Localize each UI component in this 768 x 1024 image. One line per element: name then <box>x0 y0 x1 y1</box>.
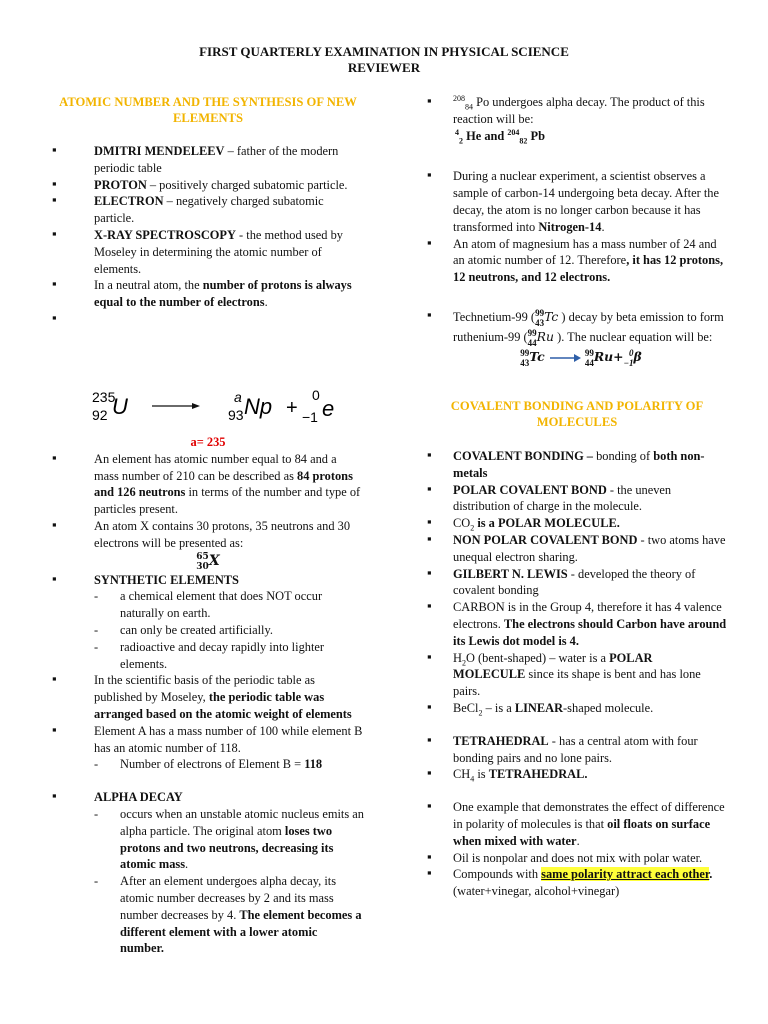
u-symbol: U <box>112 394 128 419</box>
bullet-water: ▪ $H_2O$ (bent-shaped) – water is a POLAR MOLECULE since its shape is bent and has lone pairs. <box>427 650 727 700</box>
dash-element-b: - Number of electrons of Element B = 118 <box>94 756 364 773</box>
dash-synthetic-3: - radioactive and decay rapidly into lighter elements. <box>94 639 364 673</box>
alpha-decay-equation <box>90 380 350 440</box>
left-column <box>52 94 364 328</box>
section-heading-atomic-number: ATOMIC NUMBER AND THE SYNTHESIS OF NEW ELEMENTS <box>59 95 357 125</box>
bullet-mendeleev: ▪ DMITRI MENDELEEV – father of the modern periodic table <box>52 143 364 177</box>
bullet-electron: ▪ ELECTRON – negatively charged subatomic particle. <box>52 193 364 227</box>
bullet-xray: ▪ X-RAY SPECTROSCOPY - the method used by Moseley in determining the atomic number of elements. <box>52 227 364 277</box>
plus-sign: + <box>286 397 298 419</box>
atom-x-notation: 65 30 X <box>196 551 220 572</box>
bullet-co2: ▪ $CO_2$ is a POLAR MOLECULE. <box>427 515 727 532</box>
bullet-carbon-14: ▪ During a nuclear experiment, a scientist observes a sample of carbon-14 undergoing beta decay. After the decay, the atom is no longer carbon because it has transformed into Nitrogen-14. <box>427 168 727 235</box>
bullet-neutral-atom: ▪ In a neutral atom, the number of protons is always equal to the number of electrons. <box>52 277 364 311</box>
bullet-empty <box>52 311 364 328</box>
bullet-technetium: ▪ Technetium-99 ( 99 43 Tc ) decay by beta emission to form ruthenium-99 ( 99 44 Ru ). The nuclear equation will be: <box>427 308 727 348</box>
e-num: −1 <box>302 409 318 425</box>
bullet-carbon: ▪ CARBON is in the Group 4, therefore it has 4 valence electrons. The electrons should Carbon have around its Lewis dot model is 4. <box>427 599 727 649</box>
equation-arrow <box>90 380 350 440</box>
equation-answer: a= 235 <box>190 435 226 449</box>
np-num: 93 <box>228 407 244 423</box>
np-mass: a <box>234 389 242 405</box>
np-symbol: Np <box>244 394 273 419</box>
bullet-magnesium: ▪ An atom of magnesium has a mass number of 24 and an atomic number of 12. Therefore, it has 12 protons, 12 neutrons, and 12 electrons. <box>427 236 727 286</box>
bullet-polonium: ▪ $^{208}_{84}$ Po undergoes alpha decay. The product of this reaction will be: <box>427 94 727 128</box>
u-num: 92 <box>92 407 108 423</box>
section-heading-covalent: COVALENT BONDING AND POLARITY OF MOLECULES <box>450 398 704 429</box>
bullet-nonpolar-covalent: ▪ NON POLAR COVALENT BOND - two atoms have unequal electron sharing. <box>427 532 727 566</box>
bullet-covalent-bonding: ▪ COVALENT BONDING – bonding of both non-metals <box>427 448 727 482</box>
e-symbol: e <box>322 396 335 421</box>
bullet-moseley: ▪ In the scientific basis of the periodic table as published by Moseley, the periodic table was arranged based on the atomic weight of elements <box>52 672 364 722</box>
bullet-synthetic-elements: ▪ SYNTHETIC ELEMENTS <box>52 572 364 589</box>
bullet-polar-covalent: ▪ POLAR COVALENT BOND - the uneven distribution of charge in the molecule. <box>427 482 727 516</box>
bullet-element-a: ▪ Element A has a mass number of 100 while element B has an atomic number of 118. <box>52 723 364 757</box>
u-mass: 235 <box>92 389 116 405</box>
bullet-atom-x: ▪ An atom X contains 30 protons, 35 neutrons and 30 electrons will be presented as: <box>52 518 364 552</box>
dash-alpha-1: - occurs when an unstable atomic nucleus emits an alpha particle. The original atom loses two protons and two neutrons, decreasing its atomic mass. <box>94 806 364 873</box>
highlighted-text: same polarity attract each other <box>541 867 710 882</box>
bullet-alpha-decay: ▪ ALPHA DECAY <box>52 789 364 806</box>
dash-synthetic-2: - can only be created artificially. <box>94 622 364 639</box>
beta-decay-equation: 99 43 Tc 99 44 Ru+ 0 −1 β <box>520 347 642 368</box>
document-title-line1: FIRST QUARTERLY EXAMINATION IN PHYSICAL SCIENCE <box>199 44 569 59</box>
bullet-oil-water: ▪ One example that demonstrates the effect of difference in polarity of molecules is that oil floats on surface when mixed with water. <box>427 799 727 849</box>
bullet-proton: ▪ PROTON – positively charged subatomic particle. <box>52 177 364 194</box>
bullet-oil-nonpolar: ▪ Oil is nonpolar and does not mix with polar water. <box>427 850 727 867</box>
bullet-element-84: ▪ An element has atomic number equal to 84 and a mass number of 210 can be described as 84 protons and 126 neutrons in terms of the number and type of particles present. <box>52 451 364 518</box>
dash-synthetic-1: - a chemical element that does NOT occur naturally on earth. <box>94 588 364 622</box>
polonium-answer: $^4_2$ He and $^{204}_{82}$ Pb <box>455 127 545 146</box>
right-column <box>427 94 727 900</box>
dash-alpha-2: - After an element undergoes alpha decay, its atomic number decreases by 2 and its mass number decreases by 4. The element becomes a different element with a lower atomic number. <box>94 873 364 957</box>
left-column-lower <box>52 434 364 957</box>
equation-arrow-icon <box>548 352 582 364</box>
bullet-tetrahedral: ▪ TETRAHEDRAL - has a central atom with four bonding pairs and no lone pairs. <box>427 733 727 767</box>
bullet-lewis: ▪ GILBERT N. LEWIS - developed the theory of covalent bonding <box>427 566 727 600</box>
bullet-ch4: ▪ $CH_4$ is TETRAHEDRAL. <box>427 766 727 783</box>
bullet-becl2: ▪ BeCl$_2$ – is a LINEAR-shaped molecule. <box>427 700 727 717</box>
bullet-same-polarity: ▪ Compounds with same polarity attract each other. (water+vinegar, alcohol+vinegar) <box>427 866 727 900</box>
document-title-line2: REVIEWER <box>347 60 421 75</box>
e-mass: 0 <box>312 387 320 403</box>
